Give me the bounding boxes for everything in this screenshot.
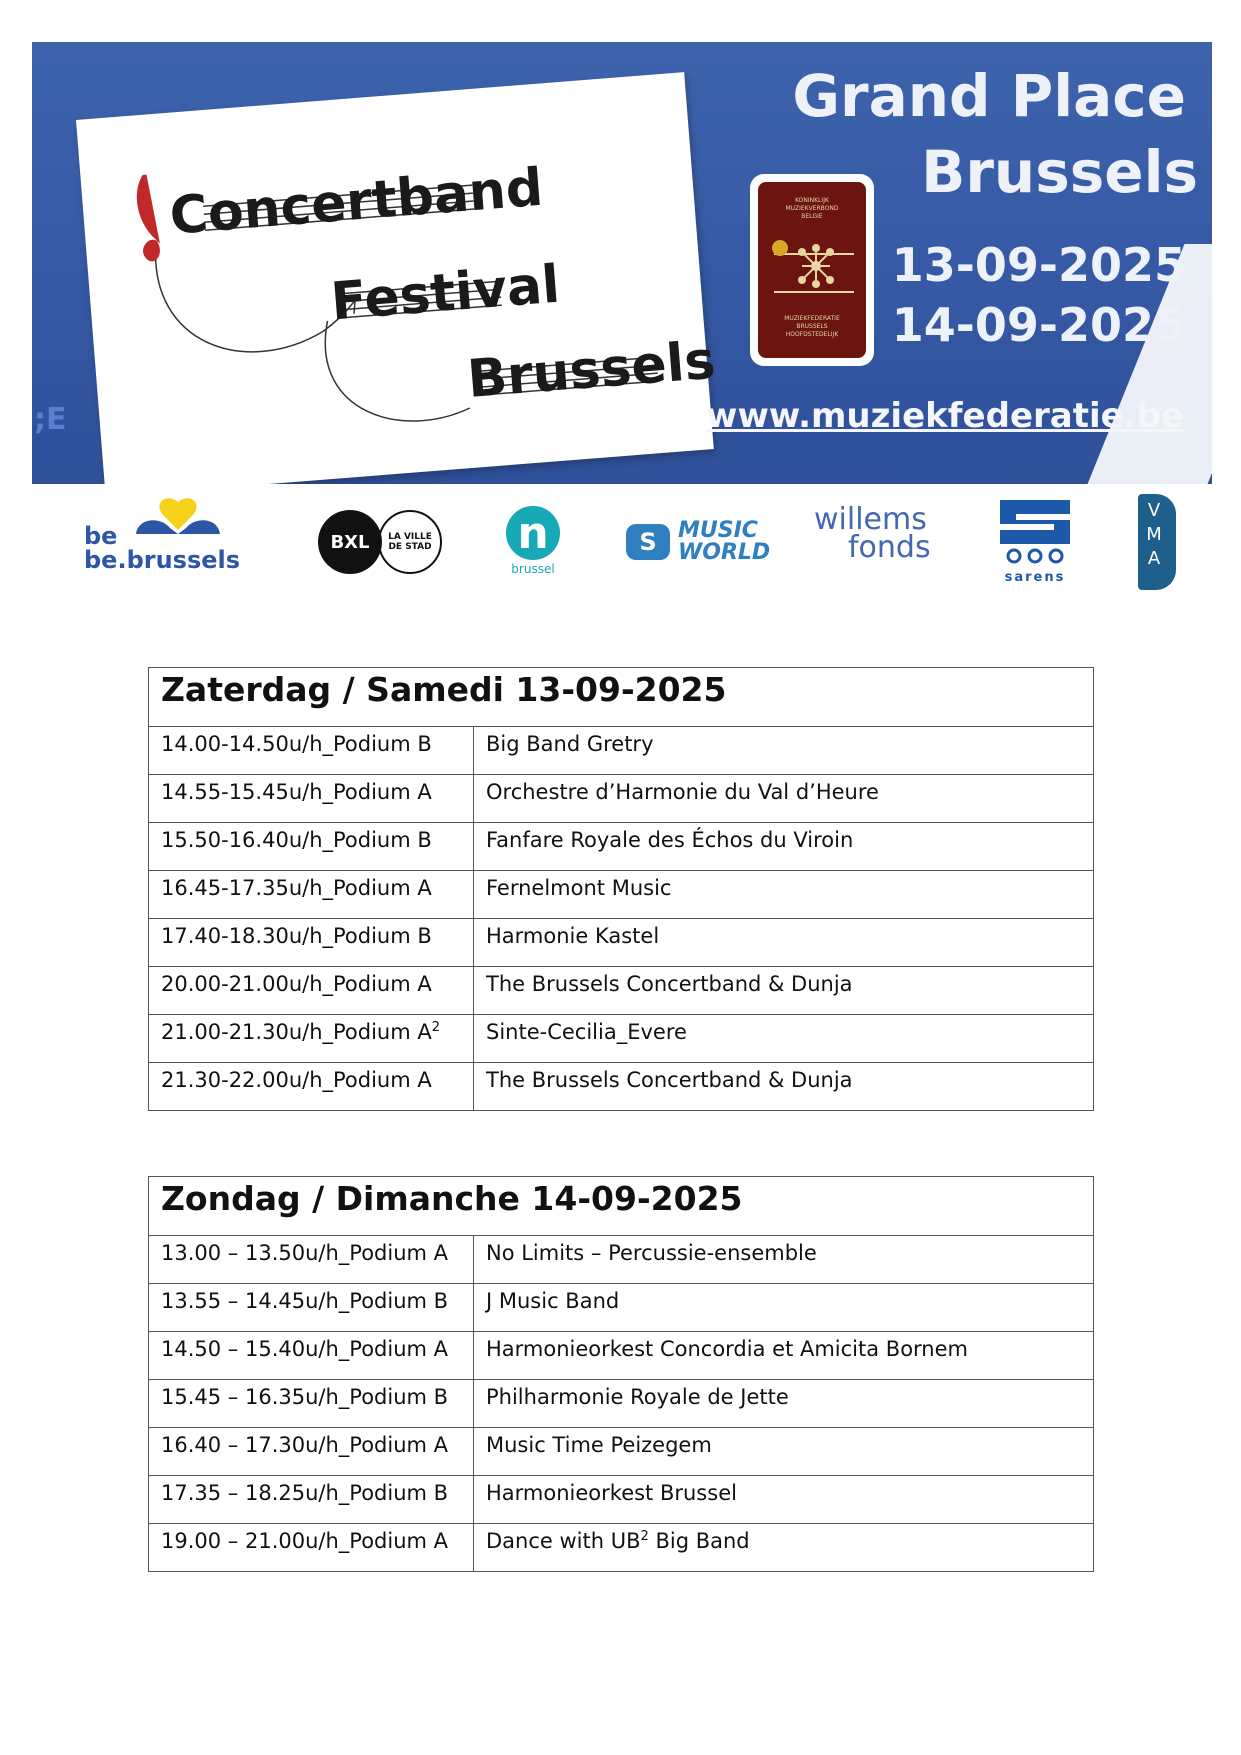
schedule-row (149, 727, 1094, 775)
performer-cell (474, 1524, 1094, 1572)
performer-cell (474, 1015, 1094, 1063)
time-slot-cell (149, 1380, 474, 1428)
time-slot-text: 15.45 – 16.35u/h_Podium B (161, 1385, 449, 1409)
schedule-row (149, 1236, 1094, 1284)
schedule-row (149, 1015, 1094, 1063)
performer-cell (474, 1476, 1094, 1524)
time-slot-text: 19.00 – 21.00u/h_Podium A (161, 1529, 449, 1553)
header-banner (32, 42, 1212, 484)
performer-cell (474, 1428, 1094, 1476)
performer-name: Harmonieorkest Concordia et Amicita Bornem (486, 1337, 968, 1361)
performer-name: J Music Band (486, 1289, 620, 1313)
saturday-heading: Zaterdag / Samedi 13-09-2025 (149, 668, 1094, 727)
treble-clef-icon (135, 174, 161, 262)
vma-letter-a: A (1147, 548, 1161, 569)
heart-logo-icon (124, 494, 284, 554)
festival-logo-card (76, 72, 718, 484)
vma-letter-m: M (1146, 524, 1162, 545)
time-slot-text: 14.55-15.45u/h_Podium A (161, 780, 432, 804)
music-world-icon: S (626, 524, 670, 560)
svg-text:KONINKLIJK: KONINKLIJK (795, 197, 829, 204)
performer-cell (474, 1236, 1094, 1284)
performer-cell (474, 775, 1094, 823)
performer-cell (474, 967, 1094, 1015)
time-slot-text: 20.00-21.00u/h_Podium A (161, 972, 432, 996)
performer-name: Harmonieorkest Brussel (486, 1481, 737, 1505)
time-slot-text: 16.40 – 17.30u/h_Podium A (161, 1433, 449, 1457)
schedule-row (149, 823, 1094, 871)
performer-name: Fanfare Royale des Échos du Viroin (486, 828, 854, 852)
performer-cell (474, 871, 1094, 919)
time-slot-cell (149, 727, 474, 775)
time-slot-cell (149, 1284, 474, 1332)
venue-line1: Grand Place (792, 62, 1186, 130)
schedule-row (149, 919, 1094, 967)
sponsor-bxl (318, 510, 450, 574)
saturday-rows (149, 727, 1094, 1111)
performer-name: Philharmonie Royale de Jette (486, 1385, 789, 1409)
ville-de-stad-badge: LA VILLE DE STAD (378, 510, 442, 574)
be-brussels-label: be.brussels (84, 546, 241, 574)
performer-name: Sinte-Cecilia_Evere (486, 1020, 687, 1044)
schedule-row (149, 1063, 1094, 1111)
time-slot-text: 17.40-18.30u/h_Podium B (161, 924, 432, 948)
svg-text:BELGIE: BELGIE (801, 213, 823, 220)
time-slot-cell (149, 1428, 474, 1476)
schedule-row (149, 1332, 1094, 1380)
performer-name: Big Band Gretry (486, 732, 654, 756)
time-slot-cell (149, 1332, 474, 1380)
time-slot-cell (149, 1476, 474, 1524)
world-label: WORLD (678, 540, 771, 565)
time-slot-cell (149, 871, 474, 919)
sponsor-n-brussel (500, 506, 566, 586)
sponsor-vma (1138, 494, 1176, 590)
time-slot-cell (149, 1236, 474, 1284)
performer-name: Orchestre d’Harmonie du Val d’Heure (486, 780, 879, 804)
vma-letter-v: V (1147, 500, 1161, 521)
venue-line2: Brussels (921, 138, 1198, 206)
sarens-label: sarens (1004, 570, 1066, 585)
sponsor-music-world (626, 518, 786, 568)
performer-cell (474, 1380, 1094, 1428)
time-slot-cell (149, 775, 474, 823)
performer-name: The Brussels Concertband & Dunja (486, 1068, 853, 1092)
schedule-row (149, 1380, 1094, 1428)
music-label: MUSIC (678, 518, 758, 543)
time-slot-text: 16.45-17.35u/h_Podium A (161, 876, 432, 900)
time-slot-text: 21.30-22.00u/h_Podium A (161, 1068, 432, 1092)
time-slot-superscript: 2 (431, 1020, 441, 1035)
performer-name-tail: Big Band (648, 1529, 750, 1553)
saturday-schedule-table (148, 667, 1094, 1111)
performer-name: Fernelmont Music (486, 876, 672, 900)
time-slot-text: 14.50 – 15.40u/h_Podium A (161, 1337, 449, 1361)
sarens-logo-icon (990, 494, 1080, 564)
performer-cell (474, 1332, 1094, 1380)
performer-cell (474, 919, 1094, 967)
svg-text:MUZIEKVERBOND: MUZIEKVERBOND (785, 205, 839, 212)
website-link[interactable]: www.muziekfederatie.be (706, 396, 1184, 436)
fonds-label: fonds (848, 530, 931, 565)
performer-cell (474, 823, 1094, 871)
brussel-label: brussel (511, 562, 555, 576)
schedule-row (149, 775, 1094, 823)
time-slot-cell (149, 967, 474, 1015)
willems-label: willems (814, 502, 927, 537)
festival-date-1: 13-09-2025 (891, 238, 1186, 292)
performer-name: Music Time Peizegem (486, 1433, 712, 1457)
performer-cell (474, 1284, 1094, 1332)
time-slot-text: 15.50-16.40u/h_Podium B (161, 828, 432, 852)
sponsor-sarens (990, 494, 1080, 590)
time-slot-text: 13.00 – 13.50u/h_Podium A (161, 1241, 449, 1265)
federation-badge (750, 174, 874, 366)
logo-word-brussels: Brussels (465, 330, 718, 410)
svg-text:MUZIEKFEDERATIE: MUZIEKFEDERATIE (784, 315, 840, 322)
time-slot-text: 21.00-21.30u/h_Podium A (161, 1020, 432, 1044)
sponsor-willems-fonds (814, 502, 944, 582)
sunday-rows (149, 1236, 1094, 1572)
performer-superscript: 2 (640, 1529, 649, 1544)
sunday-heading: Zondag / Dimanche 14-09-2025 (149, 1177, 1094, 1236)
svg-text:HOOFDSTEDELIJK: HOOFDSTEDELIJK (785, 331, 839, 338)
schedule-row (149, 1428, 1094, 1476)
performer-name: Dance with UB (486, 1529, 641, 1553)
performer-name: Harmonie Kastel (486, 924, 660, 948)
time-slot-cell (149, 919, 474, 967)
schedule-row (149, 1524, 1094, 1572)
time-slot-text: 13.55 – 14.45u/h_Podium B (161, 1289, 449, 1313)
performer-name: No Limits – Percussie-ensemble (486, 1241, 817, 1265)
festival-date-2: 14-09-2025 (891, 298, 1186, 352)
time-slot-cell (149, 1015, 474, 1063)
atomium-icon (750, 174, 874, 366)
n-logo-icon: n (506, 506, 560, 560)
performer-cell (474, 727, 1094, 775)
sponsor-logos-row (0, 490, 1241, 600)
schedule-row (149, 967, 1094, 1015)
sunday-schedule-table (148, 1176, 1094, 1572)
logo-word-festival: Festival (328, 254, 562, 333)
schedule-row (149, 871, 1094, 919)
time-slot-cell (149, 823, 474, 871)
time-slot-cell (149, 1063, 474, 1111)
time-slot-text: 14.00-14.50u/h_Podium B (161, 732, 432, 756)
sponsor-be-brussels (84, 490, 244, 580)
performer-cell (474, 1063, 1094, 1111)
bxl-badge: BXL (318, 510, 382, 574)
schedule-row (149, 1476, 1094, 1524)
time-slot-text: 17.35 – 18.25u/h_Podium B (161, 1481, 449, 1505)
time-slot-cell (149, 1524, 474, 1572)
logo-word-concertband: Concertband (167, 157, 546, 247)
crest-icon (772, 240, 788, 256)
svg-text:BRUSSELS: BRUSSELS (796, 323, 828, 330)
partial-logo-mark: ;E (34, 402, 67, 437)
be-label: be (84, 522, 118, 550)
schedule-row (149, 1284, 1094, 1332)
performer-name: The Brussels Concertband & Dunja (486, 972, 853, 996)
